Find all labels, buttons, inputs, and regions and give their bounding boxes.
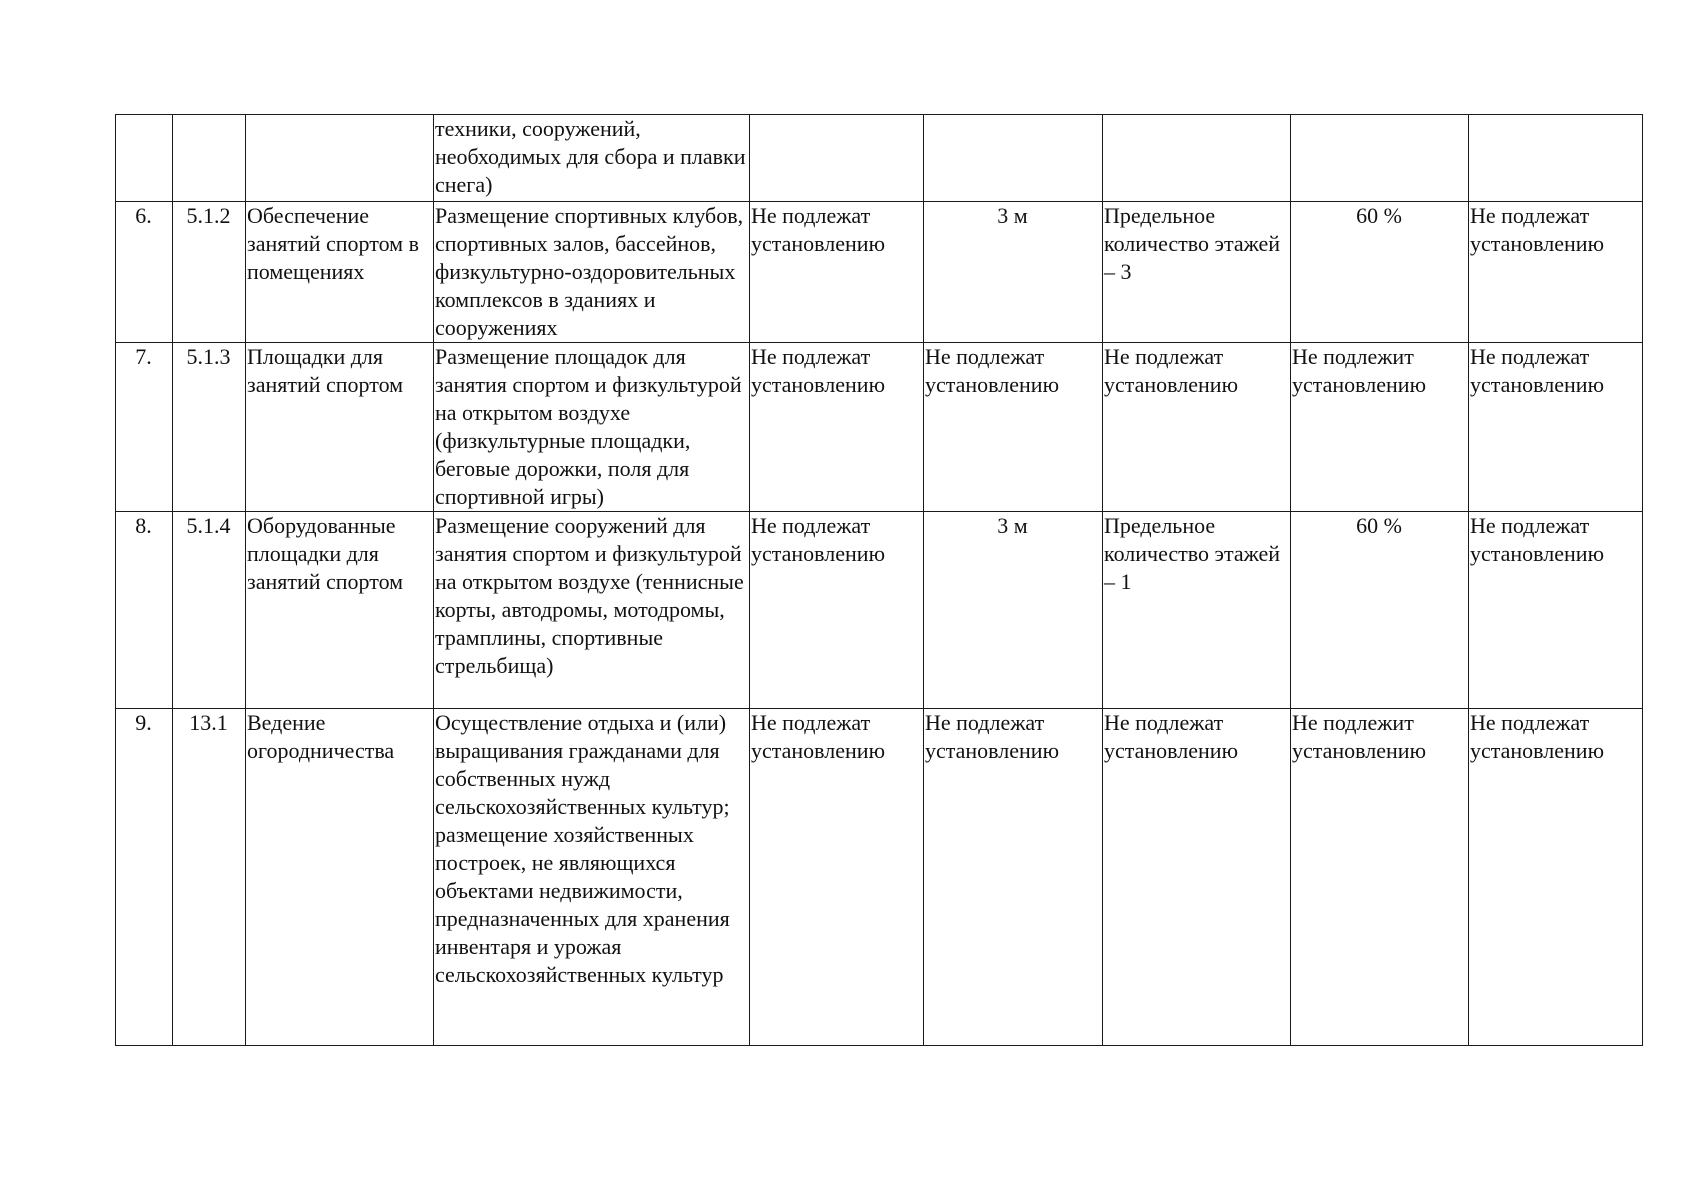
use-code-cell: 13.1	[173, 709, 246, 1046]
coverage-cell: Не подлежит установлению	[1291, 709, 1469, 1046]
row-number-cell: 8.	[116, 512, 173, 709]
floors-cell	[1103, 115, 1291, 202]
use-description-cell: техники, сооружений, необходимых для сбора и плавки снега)	[434, 115, 750, 202]
table-row	[116, 202, 1643, 343]
setback-cell: 3 м	[924, 512, 1103, 709]
row-number-cell	[116, 115, 173, 202]
use-name-cell: Обеспечение занятий спортом в помещениях	[246, 202, 434, 343]
table-row	[116, 343, 1643, 512]
setback-cell: Не подлежат установлению	[924, 343, 1103, 512]
floors-cell: Предельное количество этажей – 1	[1103, 512, 1291, 709]
zoning-regulations-table	[115, 114, 1643, 1046]
table-row	[116, 115, 1643, 202]
coverage-cell: 60 %	[1291, 202, 1469, 343]
row-number-cell: 9.	[116, 709, 173, 1046]
coverage-cell: Не подлежит установлению	[1291, 343, 1469, 512]
use-description-cell: Осуществление отдыха и (или) выращивания гражданами для собственных нужд сельскохозяйственных культур; размещение хозяйственных построек, не являющихся объектами недвижимости, предназначенных для хранения инвентаря и урожая сельскохозяйственных культур	[434, 709, 750, 1046]
use-code-cell: 5.1.2	[173, 202, 246, 343]
floors-cell: Не подлежат установлению	[1103, 343, 1291, 512]
setback-cell	[924, 115, 1103, 202]
use-code-cell: 5.1.3	[173, 343, 246, 512]
use-description-cell: Размещение сооружений для занятия спортом и физкультурой на открытом воздухе (теннисные корты, автодромы, мотодромы, трамплины, спортивные стрельбища)	[434, 512, 750, 709]
table-row	[116, 709, 1643, 1046]
table-row	[116, 512, 1643, 709]
use-description-cell: Размещение спортивных клубов, спортивных залов, бассейнов, физкультурно-оздоровительных комплексов в зданиях и сооружениях	[434, 202, 750, 343]
use-code-cell	[173, 115, 246, 202]
setback-cell: 3 м	[924, 202, 1103, 343]
coverage-cell: 60 %	[1291, 512, 1469, 709]
parameter-cell: Не подлежат установлению	[750, 202, 924, 343]
use-name-cell: Оборудованные площадки для занятий спортом	[246, 512, 434, 709]
restriction-cell: Не подлежат установлению	[1469, 709, 1643, 1046]
use-code-cell: 5.1.4	[173, 512, 246, 709]
floors-cell: Не подлежат установлению	[1103, 709, 1291, 1046]
row-number-cell: 7.	[116, 343, 173, 512]
restriction-cell: Не подлежат установлению	[1469, 512, 1643, 709]
restriction-cell: Не подлежат установлению	[1469, 343, 1643, 512]
use-name-cell: Ведение огородничества	[246, 709, 434, 1046]
floors-cell: Предельное количество этажей – 3	[1103, 202, 1291, 343]
restriction-cell	[1469, 115, 1643, 202]
parameter-cell: Не подлежат установлению	[750, 709, 924, 1046]
coverage-cell	[1291, 115, 1469, 202]
use-description-cell: Размещение площадок для занятия спортом и физкультурой на открытом воздухе (физкультурные площадки, беговые дорожки, поля для спортивной игры)	[434, 343, 750, 512]
restriction-cell: Не подлежат установлению	[1469, 202, 1643, 343]
row-number-cell: 6.	[116, 202, 173, 343]
parameter-cell: Не подлежат установлению	[750, 343, 924, 512]
parameter-cell	[750, 115, 924, 202]
parameter-cell: Не подлежат установлению	[750, 512, 924, 709]
use-name-cell: Площадки для занятий спортом	[246, 343, 434, 512]
setback-cell: Не подлежат установлению	[924, 709, 1103, 1046]
use-name-cell	[246, 115, 434, 202]
